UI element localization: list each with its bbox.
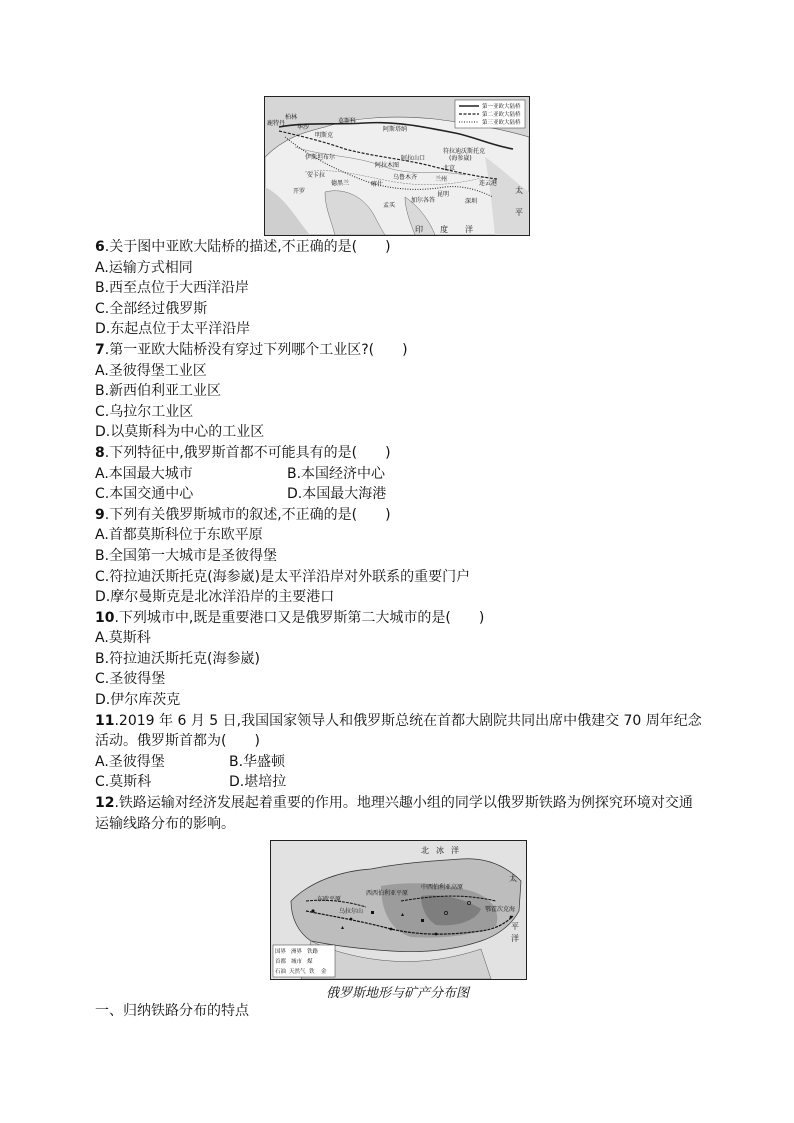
question-stem: .铁路运输对经济发展起着重要的作用。地理兴趣小组的同学以俄罗斯铁路为例探究环境对交通运输线路分布的影响。 [95,795,693,832]
option: C.乌拉尔工业区 [95,403,194,420]
map2-legend-item: 铁 [309,969,315,975]
map2-legend-item: 煤 [307,959,313,965]
map2-label-west-siberian-plain: 西西伯利亚平原 [366,890,409,897]
map1-label: 开罗 [293,188,306,195]
map1-label: 阿拉木图 [375,162,400,169]
map1-label: 安卡拉 [307,172,326,179]
map2-legend-item: 国界 [275,949,287,955]
question-9 [95,505,705,526]
option: B.本国经济中心 [287,465,386,482]
map1-label: 北京 [443,165,456,172]
option: B.符拉迪沃斯托克(海参崴) [95,650,260,667]
map1-label: 孟买 [383,202,396,209]
question-10 [95,608,705,629]
land-bridge-map-svg [265,97,529,235]
option: B.西至点位于大西洋沿岸 [95,280,250,297]
map1-label: 兰州 [435,176,448,183]
section-heading: 一、归纳铁路分布的特点 [95,1003,249,1019]
map1-label: 阿斯塔纳 [383,126,408,133]
map1-label: 乌鲁木齐 [393,174,418,181]
map1-label: 德黑兰 [331,180,350,187]
option: A.首都莫斯科位于东欧平原 [95,527,263,544]
question-8 [95,443,705,464]
map1-label: 喀什 [371,181,384,188]
map2-label-ural-mountains: 乌拉尔山 [339,908,364,915]
map2-label-ice: 冰 [436,846,444,855]
map2-label-pacific-2: 平 [511,922,519,931]
option-row [95,484,705,505]
option-row [95,752,705,773]
eurasian-land-bridge-map [264,96,530,236]
map1-label: 加尔各答 [411,197,436,204]
question-number: 10 [95,609,115,626]
question-11 [95,711,705,752]
map1-label: 符拉迪沃斯托克 [443,148,486,155]
sea-label-india-1: 印 [415,225,433,234]
option: D.堪培拉 [229,774,287,791]
map2-label-ocean: 洋 [451,846,459,855]
map2-label-central-siberian-plateau: 中西伯利亚高原 [421,884,464,891]
option-row [95,464,705,485]
map2-caption: 俄罗斯地形与矿产分布图 [325,986,469,1001]
option: D.以莫斯科为中心的工业区 [95,424,265,441]
map2-legend-item: 石油 [275,969,287,975]
question-stem: .关于图中亚欧大陆桥的描述,不正确的是( ) [104,239,391,255]
question-number: 11 [95,712,115,729]
map1-label: 阿拉山口 [401,155,426,162]
option: C.本国交通中心 [95,486,194,503]
map2-legend-item: 洲界 [291,949,303,955]
option: D.摩尔曼斯克是北冰洋沿岸的主要港口 [95,589,335,606]
map2-label-pacific-3: 洋 [511,934,519,943]
map2-label-pacific-1: 太 [509,874,517,883]
map1-label: 明斯克 [315,132,334,139]
legend-bridge-3: 第三亚欧大陆桥 [482,120,521,126]
option: A.圣彼得堡 [95,753,165,770]
map2-legend-item: 城市 [291,959,303,965]
sea-label-india-2: 度 [440,225,448,234]
question-number: 12 [95,795,115,812]
sea-label-india-3: 洋 [465,225,473,234]
question-number: 9 [95,506,105,523]
map2-label-okhotsk-sea: 鄂霍次克海 [485,906,516,913]
question-12 [95,793,705,834]
option: C.圣彼得堡 [95,671,166,688]
map2-legend-item: 金 [321,969,327,975]
map1-label: 鹿特丹 [267,120,286,127]
map2-legend-item: 首都 [275,959,287,965]
option: A.运输方式相同 [95,259,193,276]
map1-label: 连云港 [479,180,498,187]
legend-bridge-2: 第二亚欧大陆桥 [482,112,521,118]
map2-legend-item: 天然气 [289,969,306,975]
map2-label-north: 北 [421,846,429,855]
option: B.全国第一大城市是圣彼得堡 [95,547,278,564]
option: D.伊尔库茨克 [95,692,181,709]
map1-label: 华沙 [297,124,310,131]
russia-terrain-mineral-map [270,840,527,980]
question-6 [95,237,705,258]
option: C.莫斯科 [95,774,152,791]
map2-legend-item: 铁路 [307,949,319,955]
questions-block [95,237,705,834]
question-number: 7 [95,341,105,358]
map1-label: 柏林 [285,114,298,121]
question-stem: .第一亚欧大陆桥没有穿过下列哪个工业区?( ) [104,341,408,358]
map1-label: 深圳 [465,198,478,205]
sea-label-pacific-2: 平 [515,208,523,217]
question-number: 8 [95,444,105,461]
question-stem: .下列特征中,俄罗斯首都不可能具有的是( ) [104,444,391,461]
question-number: 6 [95,239,105,255]
russia-map-svg [271,841,526,979]
map1-label: 昆明 [437,191,450,198]
question-stem: .下列城市中,既是重要港口又是俄罗斯第二大城市的是( ) [114,609,485,626]
map1-label: 伊斯坦布尔 [305,154,336,161]
question-7 [95,340,705,361]
map1-label: 莫斯科 [338,118,357,125]
legend-bridge-1: 第一亚欧大陆桥 [482,104,521,110]
option: D.东起点位于太平洋沿岸 [95,321,251,338]
option: D.本国最大海港 [287,486,387,503]
sea-label-pacific-1: 太 [515,186,523,195]
option: A.莫斯科 [95,630,151,647]
question-stem: .下列有关俄罗斯城市的叙述,不正确的是( ) [104,506,391,523]
option: B.华盛顿 [229,753,286,770]
option: A.圣彼得堡工业区 [95,362,207,379]
option: C.全部经过俄罗斯 [95,300,208,317]
question-stem: .2019 年 6 月 5 日,我国国家领导人和俄罗斯总统在首都大剧院共同出席中俄建交 70 周年纪念活动。俄罗斯首都为( ) [95,712,702,750]
option-row [95,772,705,793]
option: C.符拉迪沃斯托克(海参崴)是太平洋沿岸对外联系的重要门户 [95,568,471,585]
map1-label: (海参崴) [449,155,472,162]
option: A.本国最大城市 [95,465,193,482]
map2-label-east-european-plain: 东欧平原 [317,896,342,903]
option: B.新西伯利亚工业区 [95,383,222,400]
